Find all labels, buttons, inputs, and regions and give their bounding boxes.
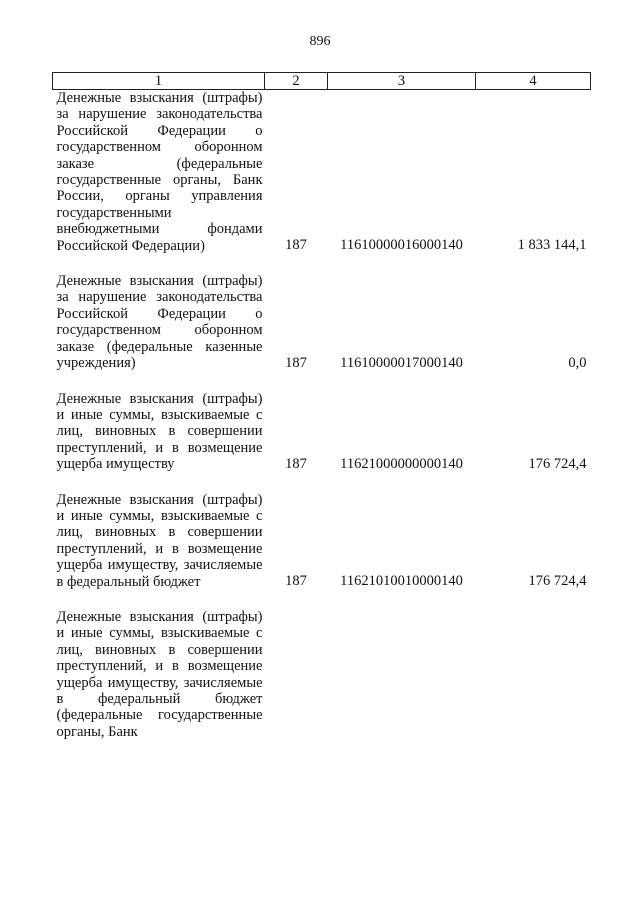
header-col-2: 2 [265,73,328,90]
row-kbk: 11610000016000140 [340,237,463,254]
table-row [53,609,591,740]
revenue-table [52,72,591,740]
row-description: Денежные взыскания (штрафы) за нарушение законодательства Российской Федерации о государственном оборонном заказе (федеральные государственные органы, Банк России, органы управления государственными внебюджетными фондами Российской Федерации) [56,90,263,254]
row-code: 187 [285,354,307,371]
row-amount: 1 833 144,1 [517,237,587,254]
row-description: Денежные взыскания (штрафы) и иные суммы, взыскиваемые с лиц, виновных в совершении преступлений, и в возмещение ущерба имуществу [56,390,263,473]
table-body [53,90,591,741]
row-spacer [53,590,591,609]
row-description: Денежные взыскания (штрафы) и иные суммы, взыскиваемые с лиц, виновных в совершении преступлений, и в возмещение ущерба имуществу, зачисляемые в федеральный бюджет (федеральные государственные органы, Банк [56,608,263,740]
row-description: Денежные взыскания (штрафы) и иные суммы, взыскиваемые с лиц, виновных в совершении преступлений, и в возмещение ущерба имуществу, зачисляемые в федеральный бюджет [56,491,263,590]
row-amount [476,609,591,740]
table-header [53,73,591,90]
row-code: 187 [285,237,307,254]
row-amount: 176 724,4 [528,455,587,472]
row-amount: 0,0 [568,354,587,371]
row-amount: 176 724,4 [528,572,587,589]
row-description: Денежные взыскания (штрафы) за нарушение законодательства Российской Федерации о государственном оборонном заказе (федеральные казенные учреждения) [56,273,263,372]
row-code [265,609,328,740]
table-row [53,492,591,590]
header-col-3: 3 [328,73,476,90]
table-row [53,90,591,255]
row-code: 187 [285,455,307,472]
row-kbk: 11610000017000140 [340,354,463,371]
row-kbk: 11621000000000140 [340,455,463,472]
row-kbk: 11621010010000140 [340,572,463,589]
row-kbk [328,609,476,740]
header-row [53,73,591,90]
row-spacer [53,473,591,492]
table-row [53,391,591,473]
row-spacer [53,372,591,391]
page-number: 896 [309,34,331,49]
header-col-1: 1 [53,73,265,90]
header-col-4: 4 [476,73,591,90]
row-spacer [53,254,591,273]
table-row [53,273,591,371]
row-code: 187 [285,572,307,589]
